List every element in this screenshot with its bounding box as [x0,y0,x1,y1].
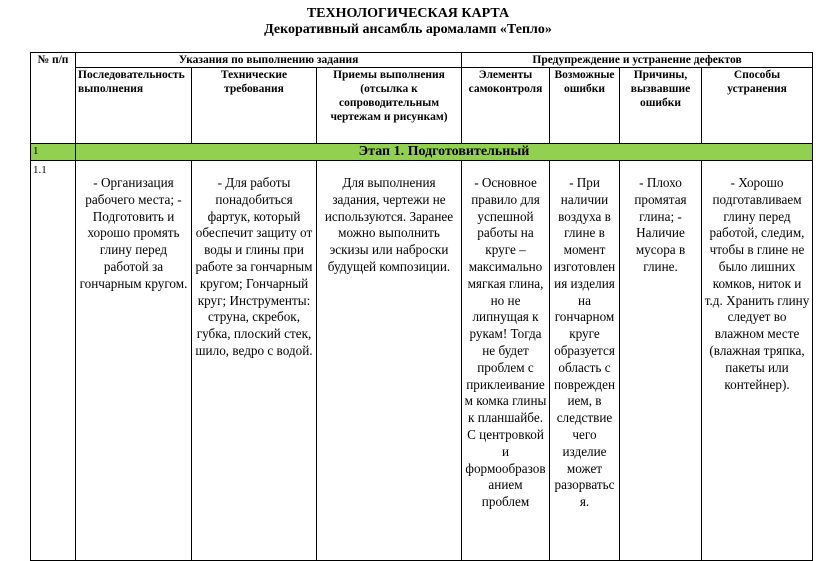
cell-techniques: Для выполнения задания, чертежи не используются. Заранее можно выполнить эскизы или наброски будущей композиции. [317,161,462,561]
header-sequence: Последовательность выполнения [76,68,192,144]
tech-map-table [30,52,813,561]
header-num: № п/п [31,53,76,144]
header-causes: Причины, вызвавшие ошибки [620,68,702,144]
cell-remedies: - Хорошо подготавливаем глину перед работой, следим, чтобы в глине не было лишних комков, ниток и т.д. Хранить глину следует во влажном месте (влажная тряпка, пакеты или контейнер). [702,161,813,561]
header-techniques: Приемы выполнения (отсылка к сопроводительным чертежам и рисункам) [317,68,462,144]
header-group-defects: Предупреждение и устранение дефектов [462,53,813,68]
stage-num: 1 [31,144,76,161]
row-num: 1.1 [31,161,76,561]
header-possible-errors: Возможные ошибки [550,68,620,144]
table-row [31,161,813,561]
header-group-instructions: Указания по выполнению задания [76,53,462,68]
header-remedies: Способы устранения [702,68,813,144]
header-tech-requirements: Технические требования [192,68,317,144]
cell-possible-errors: - При наличии воздуха в глине в момент изготовления изделия на гончарном круге образуется область с повреждением, в следствие чего изделие может разорваться. [550,161,620,561]
cell-causes: - Плохо промятая глина; - Наличие мусора в глине. [620,161,702,561]
cell-self-control: - Основное правило для успешной работы на круге – максимально мягкая глина, но не липнущая к рукам! Тогда не будет проблем с приклеиванием комка глины к планшайбе. С центровкой и формообразованием проблем [462,161,550,561]
stage-title: Этап 1. Подготовительный [76,144,813,161]
header-row-columns [31,68,813,144]
stage-row [31,144,813,161]
document-title: ТЕХНОЛОГИЧЕСКАЯ КАРТА [306,6,510,21]
cell-tech-requirements: - Для работы понадобиться фартук, который обеспечит защиту от воды и глины при работе за гончарным кругом; Гончарный круг; Инструменты: струна, скребок, губка, плоский стек, шило, ведро с водой. [192,161,317,561]
header-self-control: Элементы самоконтроля [462,68,550,144]
document-subtitle: Декоративный ансамбль аромаламп «Тепло» [264,22,552,37]
cell-sequence: - Организация рабочего места; - Подготовить и хорошо промять глину перед работой за гончарным кругом. [76,161,192,561]
header-row-groups [31,53,813,68]
